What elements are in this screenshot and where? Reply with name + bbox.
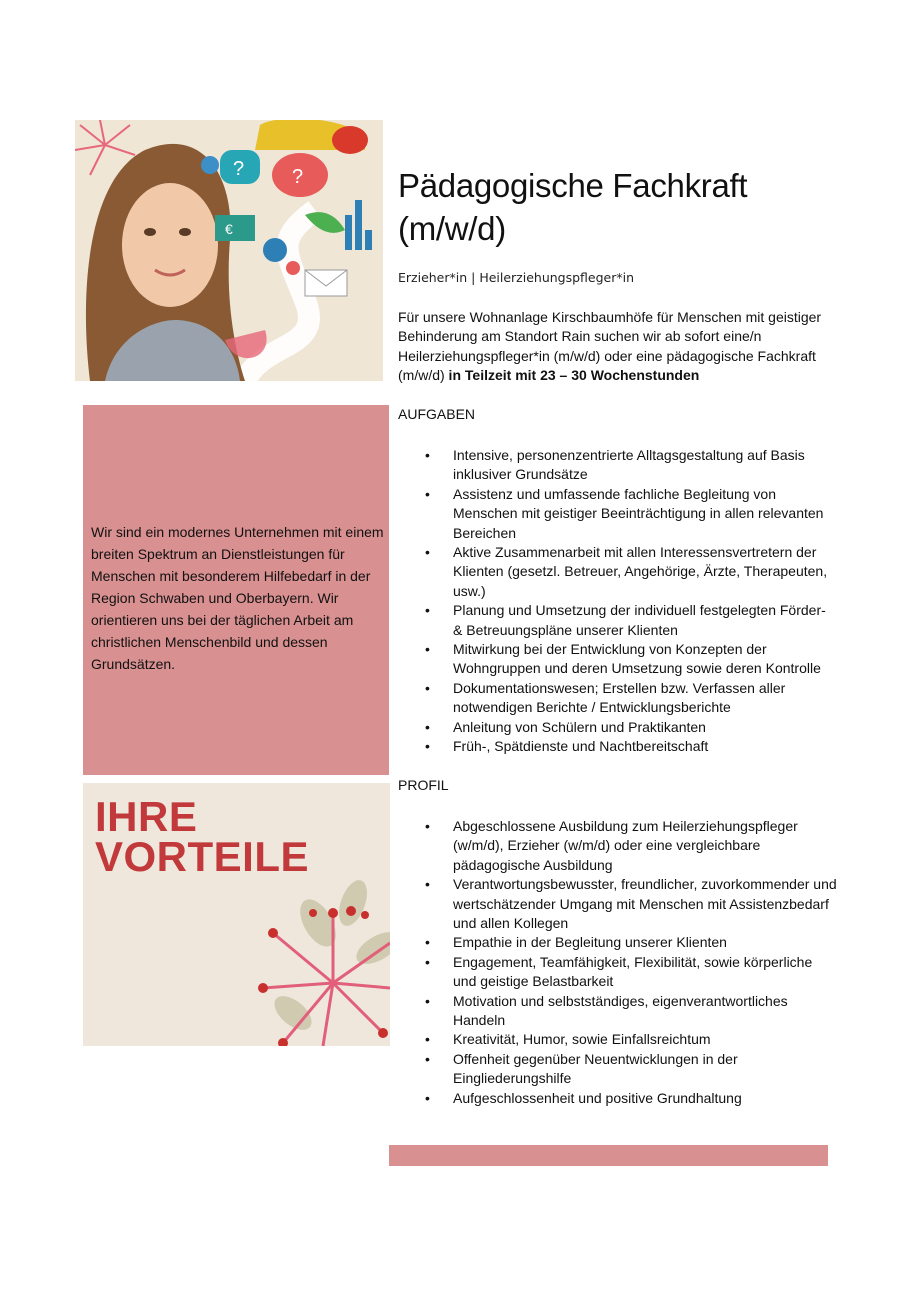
footer-accent-bar xyxy=(389,1145,828,1166)
hero-illustration xyxy=(75,120,383,381)
about-text: Wir sind ein modernes Unternehmen mit einem breiten Spektrum an Dienstleistungen für Menschen mit besonderem Hilfebedarf in der Region Schwaben und Oberbayern. Wir orientieren uns bei der täglichen Arbeit am christlichen Menschenbild und dessen Grundsätzen. xyxy=(91,524,384,672)
list-item: • Verantwortungsbewusster, freundlicher, zuvorkommender und wertschätzender Umgang mit Menschen mit Assistenzbedarf und allen Kollegen xyxy=(398,875,838,933)
aufgaben-heading: AUFGABEN xyxy=(398,406,476,422)
list-item: • Assistenz und umfassende fachliche Begleitung von Menschen mit geistiger Beeinträchtigung in allen relevanten Bereichen xyxy=(398,485,838,543)
list-item: • Motivation und selbstständiges, eigenverantwortliches Handeln xyxy=(398,992,838,1031)
list-item: • Aktive Zusammenarbeit mit allen Interessensvertretern der Klienten (gesetzl. Betreuer, Angehörige, Ärzte, Therapeuten, usw.) xyxy=(398,543,838,601)
list-item: • Mitwirkung bei der Entwicklung von Konzepten der Wohngruppen und deren Umsetzung sowie deren Kontrolle xyxy=(398,640,838,679)
intro-text: Für unsere Wohnanlage Kirschbaumhöfe für Menschen mit geistiger Behinderung am Standort Rain suchen wir ab sofort eine/n Heilerziehungspfleger*in (m/w/d) oder eine pädagogische Fachkraft (m/w/d) xyxy=(398,309,822,384)
vorteile-heading xyxy=(95,793,310,880)
list-item: • Dokumentationswesen; Erstellen bzw. Verfassen aller notwendigen Berichte / Entwicklungsberichte xyxy=(398,679,838,718)
list-item: • Kreativität, Humor, sowie Einfallsreichtum xyxy=(398,1030,838,1049)
hero-image xyxy=(75,120,383,381)
svg-text:€: € xyxy=(225,221,233,237)
vorteile-line-1: IHRE xyxy=(95,793,198,840)
profil-heading: PROFIL xyxy=(398,777,449,793)
svg-text:?: ? xyxy=(292,166,304,188)
list-item: • Empathie in der Begleitung unserer Klienten xyxy=(398,933,838,952)
list-item: • Planung und Umsetzung der individuell festgelegten Förder- & Betreuungspläne unserer Klienten xyxy=(398,601,838,640)
about-box xyxy=(83,405,389,775)
intro-emphasis: in Teilzeit mit 23 – 30 Wochenstunden xyxy=(444,367,700,384)
vorteile-line-2: VORTEILE xyxy=(95,833,310,880)
list-item: • Aufgeschlossenheit und positive Grundhaltung xyxy=(398,1089,838,1108)
vorteile-image xyxy=(83,783,390,1046)
aufgaben-list xyxy=(398,446,838,757)
list-item: • Engagement, Teamfähigkeit, Flexibilität, sowie körperliche und geistige Belastbarkeit xyxy=(398,953,838,992)
svg-text:?: ? xyxy=(233,158,245,180)
list-item: • Offenheit gegenüber Neuentwicklungen in der Eingliederungshilfe xyxy=(398,1050,838,1089)
list-item: • Anleitung von Schülern und Praktikanten xyxy=(398,718,838,737)
list-item: • Früh-, Spätdienste und Nachtbereitschaft xyxy=(398,737,838,756)
list-item: • Abgeschlossene Ausbildung zum Heilerziehungspfleger (w/m/d), Erzieher (w/m/d) oder eine vergleichbare pädagogische Ausbildung xyxy=(398,817,838,875)
list-item: • Intensive, personenzentrierte Alltagsgestaltung auf Basis inklusiver Grundsätze xyxy=(398,446,838,485)
intro-paragraph xyxy=(398,308,828,386)
profil-list xyxy=(398,817,838,1108)
job-title: Pädagogische Fachkraft (m/w/d) xyxy=(398,167,748,247)
job-subtitle: Erzieher*in | Heilerziehungspfleger*in xyxy=(398,270,635,285)
